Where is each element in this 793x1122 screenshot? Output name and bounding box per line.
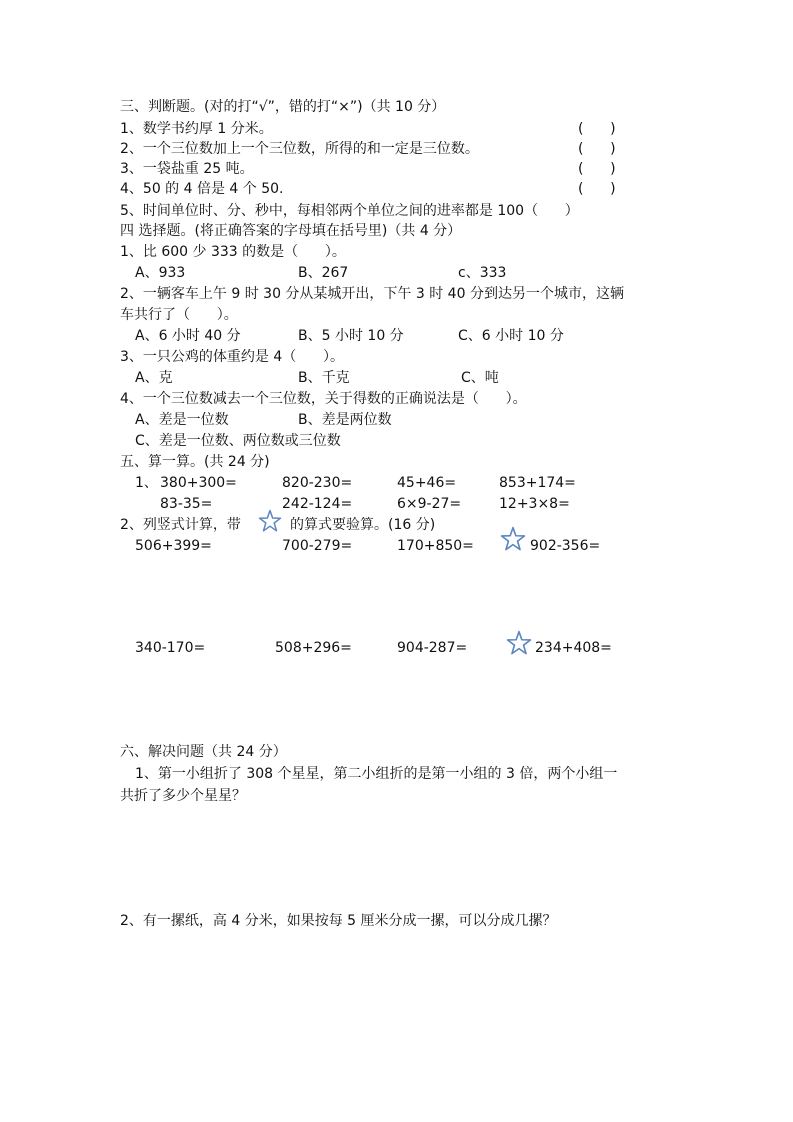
calc-expression: 820-230=: [282, 475, 353, 491]
choice-q2-option-c[interactable]: C、6 小时 10 分: [458, 328, 564, 344]
choice-q3-option-b[interactable]: B、千克: [298, 370, 350, 386]
choice-q1-option-a[interactable]: A、933: [135, 265, 186, 281]
judge-q3-blank[interactable]: ( ): [578, 161, 616, 177]
section-5-title: 五、算一算。(共 24 分): [120, 454, 270, 470]
vertical-calc-expression: 902-356=: [530, 538, 601, 554]
choice-q2-line-1: 2、一辆客车上午 9 时 30 分从某城开出，下午 3 时 40 分到达另一个城市，这辆: [120, 286, 624, 302]
problem-q1-line-1: 1、第一小组折了 308 个星星，第二小组折的是第一小组的 3 倍，两个小组一: [135, 766, 618, 782]
choice-q4-option-b[interactable]: B、差是两位数: [298, 412, 392, 428]
choice-q4-option-c[interactable]: C、差是一位数、两位数或三位数: [135, 433, 341, 449]
calc-expression: 6×9-27=: [397, 496, 462, 512]
vertical-calc-expression: 170+850=: [397, 538, 474, 554]
choice-q4: 4、一个三位数减去一个三位数，关于得数的正确说法是（ ）。: [120, 391, 527, 407]
calc-row1-label: 1、: [135, 475, 158, 491]
section-4-title: 四 选择题。(将正确答案的字母填在括号里)（共 4 分）: [120, 223, 462, 239]
choice-q1-option-b[interactable]: B、267: [298, 265, 349, 281]
calc-expression: 12+3×8=: [499, 496, 570, 512]
vertical-calc-expression: 508+296=: [275, 640, 352, 656]
judge-q3: 3、一袋盐重 25 吨。: [120, 161, 254, 177]
vertical-calc-expression: 904-287=: [397, 640, 468, 656]
choice-q1-option-c[interactable]: c、333: [458, 265, 507, 281]
calc-expression: 380+300=: [160, 475, 237, 491]
vertical-calc-expression: 506+399=: [135, 538, 212, 554]
choice-q2-option-b[interactable]: B、5 小时 10 分: [298, 328, 404, 344]
star-icon: [258, 509, 282, 533]
star-icon: [500, 526, 526, 552]
problem-q1-line-2: 共折了多少个星星？: [120, 788, 246, 804]
choice-q2-line-2: 车共行了（ ）。: [120, 307, 238, 323]
judge-q4-blank[interactable]: ( ): [578, 181, 616, 197]
judge-q4: 4、50 的 4 倍是 4 个 50.: [120, 181, 284, 197]
vertical-calc-expression: 700-279=: [282, 538, 353, 554]
judge-q5: 5、时间单位时、分、秒中，每相邻两个单位之间的进率都是 100（ ）: [120, 203, 579, 219]
star-icon: [506, 630, 532, 656]
choice-q3: 3、一只公鸡的体重约是 4（ ）。: [120, 349, 344, 365]
problem-q2: 2、有一摞纸，高 4 分米，如果按每 5 厘米分成一摞，可以分成几摞？: [120, 913, 557, 929]
choice-q1: 1、比 600 少 333 的数是（ ）。: [120, 244, 346, 260]
choice-q3-option-c[interactable]: C、吨: [461, 370, 499, 386]
calc-expression: 853+174=: [499, 475, 576, 491]
judge-q2: 2、一个三位数加上一个三位数，所得的和一定是三位数。: [120, 141, 479, 157]
calc-expression: 242-124=: [282, 496, 353, 512]
choice-q3-option-a[interactable]: A、克: [135, 370, 173, 386]
choice-q4-option-a[interactable]: A、差是一位数: [135, 412, 229, 428]
section-6-title: 六、解决问题（共 24 分）: [120, 744, 287, 760]
vertical-calc-instruction-suffix: 的算式要验算。(16 分): [290, 517, 436, 533]
judge-q2-blank[interactable]: ( ): [578, 141, 616, 157]
vertical-calc-expression: 234+408=: [535, 640, 612, 656]
choice-q2-option-a[interactable]: A、6 小时 40 分: [135, 328, 241, 344]
judge-q1-blank[interactable]: ( ): [578, 121, 616, 137]
vertical-calc-instruction-prefix: 2、列竖式计算，带: [120, 517, 241, 533]
calc-expression: 83-35=: [160, 496, 213, 512]
section-3-title: 三、判断题。(对的打“√”，错的打“×”)（共 10 分）: [120, 99, 446, 115]
vertical-calc-expression: 340-170=: [135, 640, 206, 656]
judge-q1: 1、数学书约厚 1 分米。: [120, 121, 273, 137]
calc-expression: 45+46=: [397, 475, 457, 491]
